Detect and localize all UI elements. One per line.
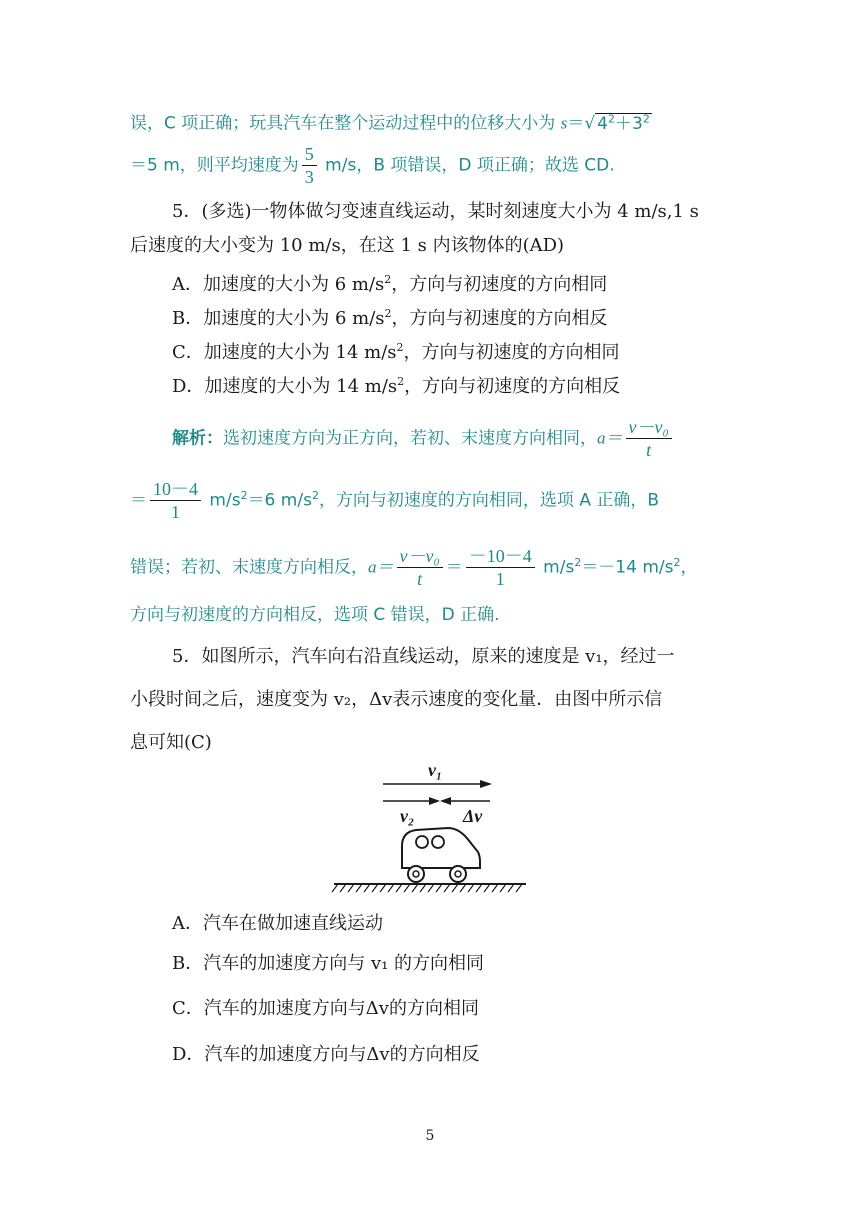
q5a-option-a: A．加速度的大小为 6 $m/s^2$，方向与初速度的方向相同 (172, 273, 608, 295)
fraction-5-3: $\frac{5}{3}$ (302, 143, 317, 188)
fraction-v-v0-t-2: $\frac{\text{v－v₀}}{t}$ (397, 545, 443, 590)
fraction-v-v0-t: $\frac{\text{v－v₀}}{t}$ (626, 416, 672, 461)
q5a-option-d: D．加速度的大小为 14 $m/s^2$，方向与初速度的方向相反 (172, 375, 621, 397)
q5a-option-c: C．加速度的大小为 14 $m/s^2$，方向与初速度的方向相同 (172, 341, 620, 363)
solution-line-4: 方向与初速度的方向相反，选项 C 错误，D 正确. (130, 605, 500, 625)
q5b-stem-2: 小段时间之后，速度变为 v₂，Δv表示速度的变化量．由图中所示信 (130, 689, 663, 710)
q5b-stem-1: 5．如图所示，汽车向右沿直线运动，原来的速度是 v₁，经过一 (172, 646, 675, 667)
q5b-option-d: D．汽车的加速度方向与Δv的方向相反 (172, 1044, 480, 1065)
q5b-option-b: B．汽车的加速度方向与 v₁ 的方向相同 (172, 953, 485, 974)
solution-line-3: 错误；若初、末速度方向相反，a＝ $\frac{\text{v－v₀}}{t}$ ＝ $\frac{-10-4}{1}$ $m/s^2=-14$ $m/s^2$， (130, 546, 698, 589)
solution-line-1: 解析：选初速度方向为正方向，若初、末速度方向相同，a＝ $\frac{\text{v－v₀}}{t}$ (172, 416, 675, 461)
ground-hatch (332, 884, 522, 892)
q5a-stem-2: 后速度的大小变为 10 m/s，在这 1 s 内该物体的(AD) (130, 235, 565, 256)
prev-line-2: ＝5 m，则平均速度为 $\frac{5}{3}$ m/s，B 项错误，D 项正确；故选 CD. (130, 144, 615, 187)
q5b-option-a: A．汽车在做加速直线运动 (172, 913, 383, 934)
q5a-option-b: B．加速度的大小为 6 $m/s^2$，方向与初速度的方向相反 (172, 307, 608, 329)
car-window-2 (432, 836, 444, 848)
v1-label: v₁ (428, 760, 443, 780)
fraction-neg10-4: $\frac{-10-4}{1}$ (466, 545, 535, 590)
sqrt-expression: $4^2+3^2$ (597, 112, 650, 134)
sqrt-sign: √ (584, 113, 596, 134)
car-window-1 (416, 836, 428, 848)
fraction-10-4: $\frac{10-4}{1}$ (150, 478, 201, 523)
q5a-stem-1: 5．(多选)一物体做匀变速直线运动，某时刻速度大小为 4 m/s,1 s (172, 201, 699, 222)
delta-v-label: Δv (463, 806, 483, 826)
q5b-stem-3: 息可知(C) (130, 732, 212, 753)
prev-line-1: 误，C 项正确；玩具汽车在整个运动过程中的位移大小为 s＝√ $4^2+3^2$ (130, 112, 650, 134)
car-velocity-figure (330, 760, 530, 900)
v2-label: v₂ (400, 806, 415, 826)
solution-line-2: ＝ $\frac{10-4}{1}$ $m/s^2=6$ $m/s^2$，方向与初速度的方向相同，选项 A 正确，B (130, 479, 660, 522)
q5b-option-c: C．汽车的加速度方向与Δv的方向相同 (172, 998, 479, 1019)
page-number: 5 (425, 1128, 435, 1144)
